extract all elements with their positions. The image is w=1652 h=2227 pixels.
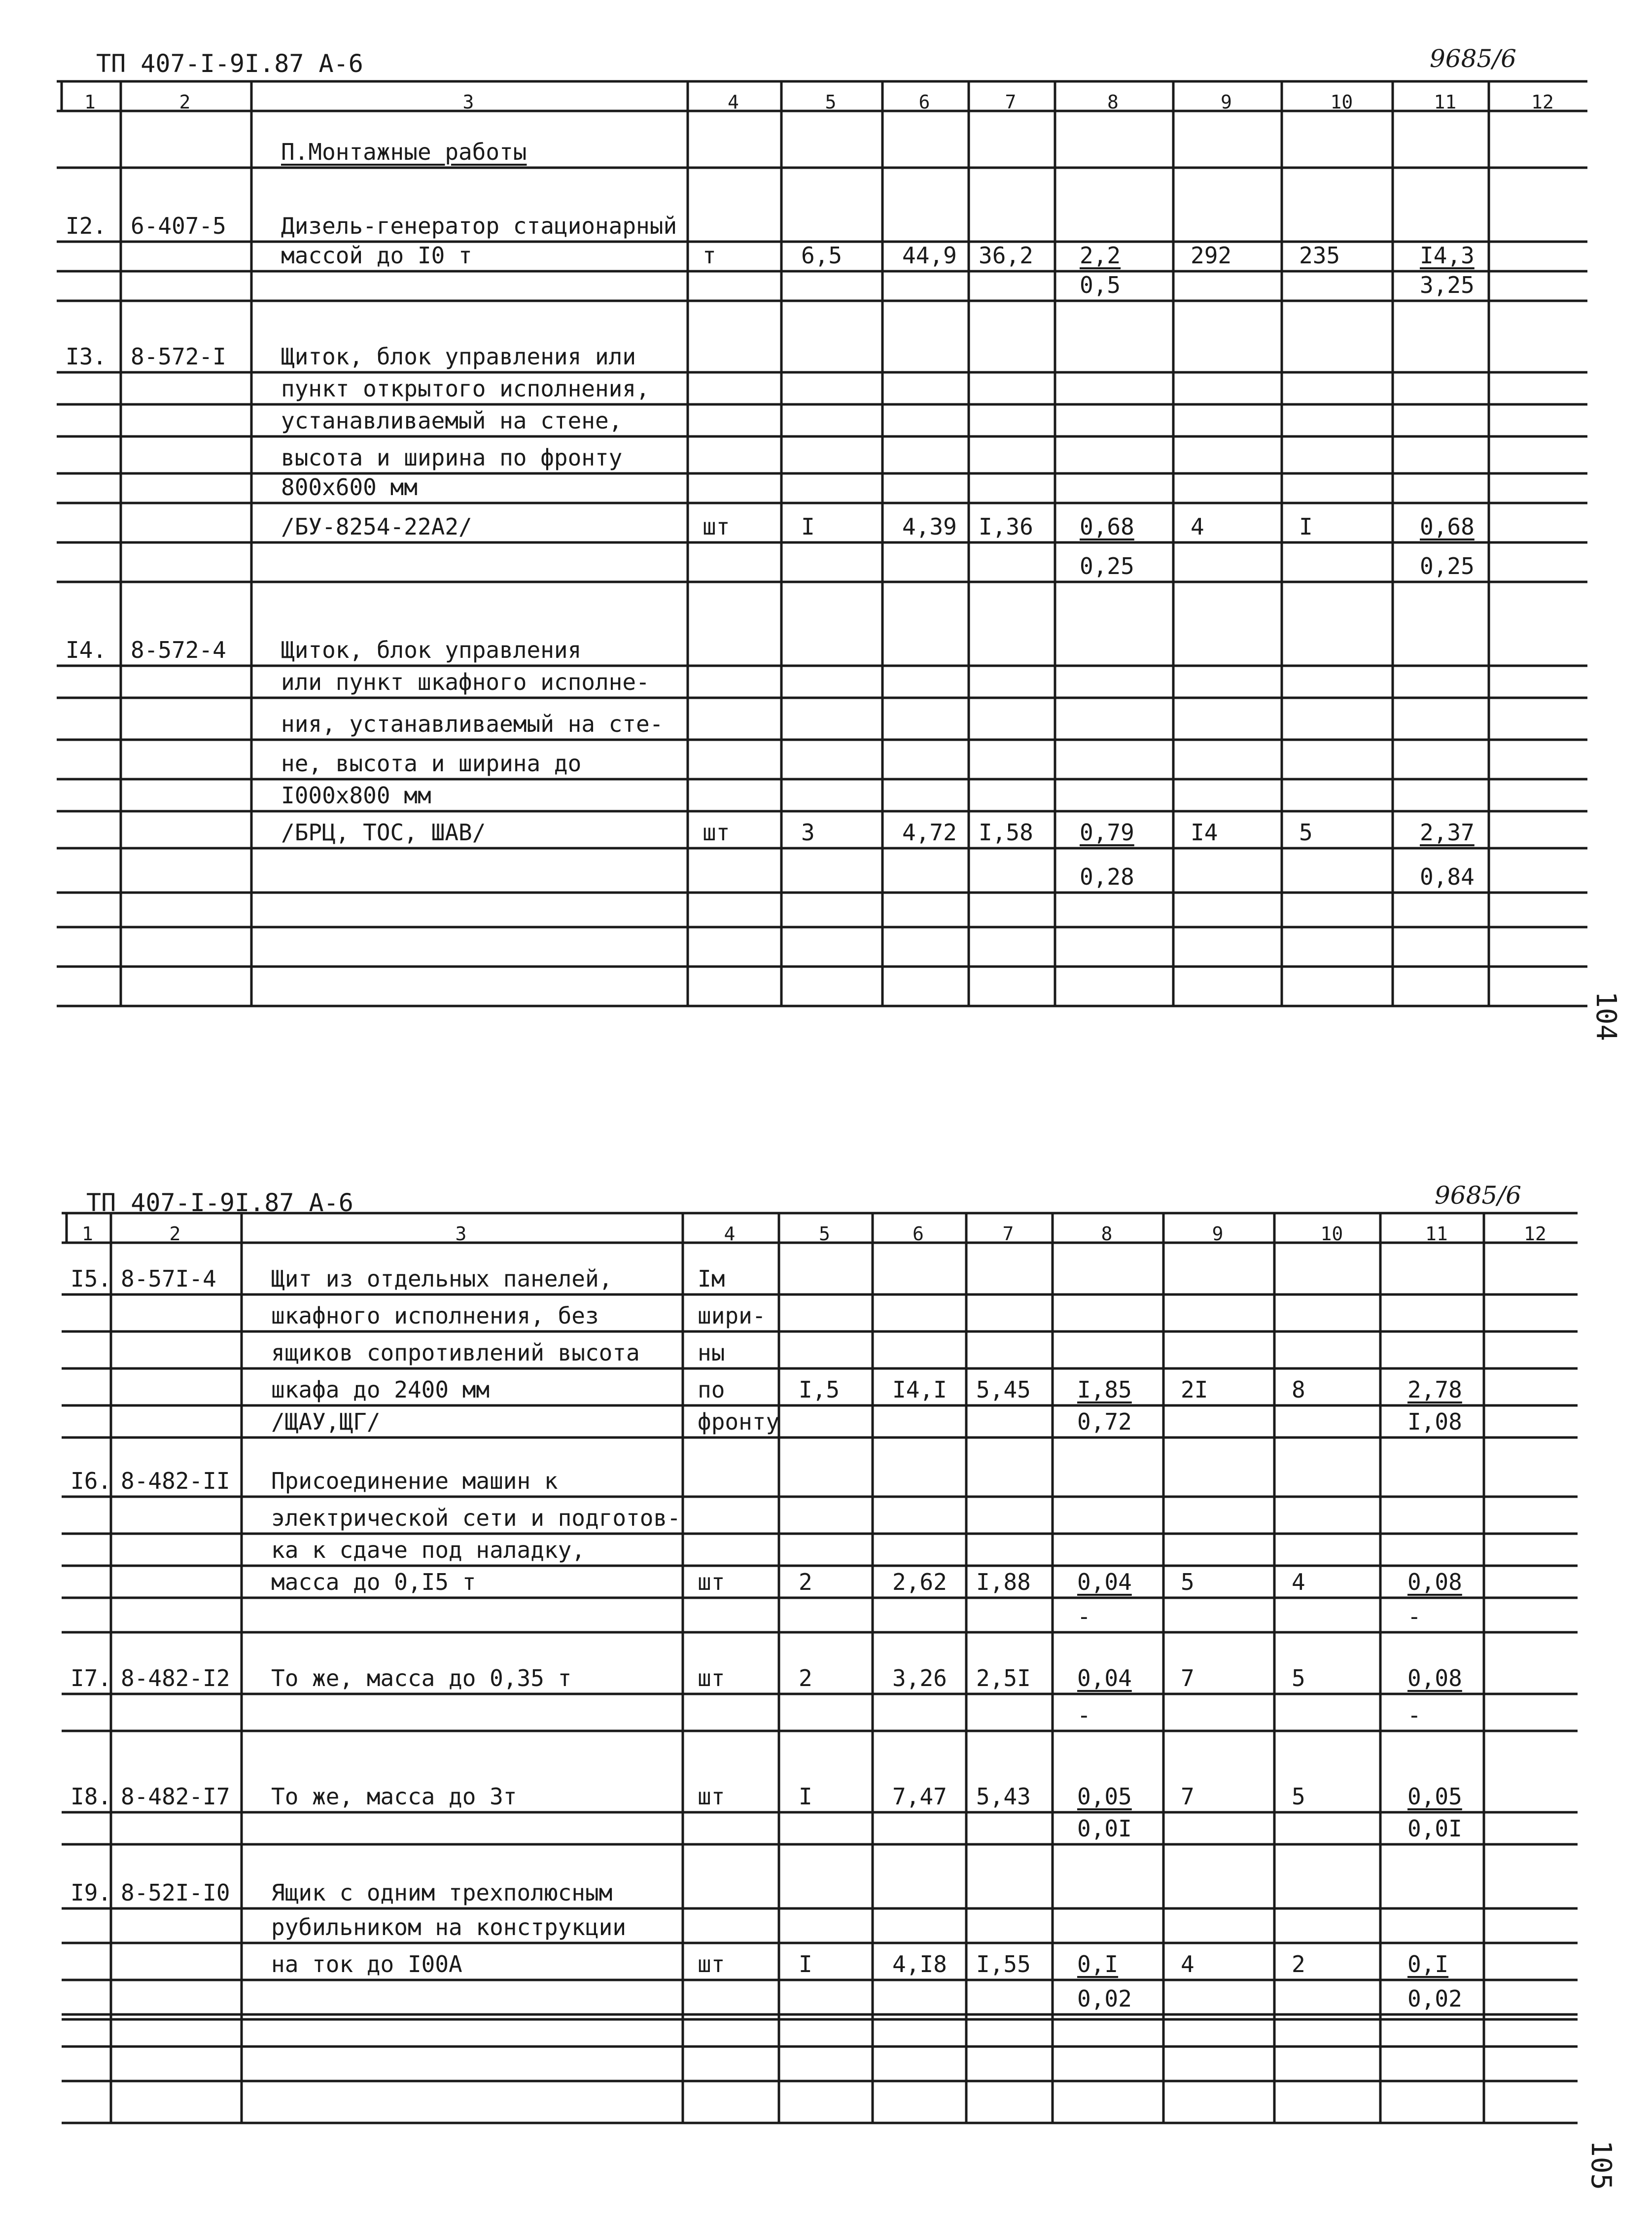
- table-cell-c8: I,85: [1077, 1376, 1132, 1403]
- table-cell-c11: 2,37: [1420, 819, 1475, 846]
- table-cell-c2: 8-482-I7: [121, 1783, 230, 1810]
- column-number: 2: [179, 91, 191, 113]
- table-cell-c4: шири-: [698, 1302, 766, 1329]
- table-cell-c7: I,88: [976, 1569, 1031, 1595]
- table-cell-c5: 2: [799, 1665, 812, 1691]
- column-number: 12: [1531, 91, 1554, 113]
- table-cell-c3: шкафного исполнения, без: [271, 1302, 599, 1329]
- table-cell-c2: 6-407-5: [131, 213, 226, 239]
- table-cell-c1: I6.: [70, 1468, 112, 1494]
- table-cell-c3: на ток до I00А: [271, 1951, 462, 1977]
- table-cell-c3: ка к сдаче под наладку,: [271, 1537, 585, 1563]
- table-cell-c11: I,08: [1407, 1408, 1462, 1435]
- table-cell-c10: 5: [1292, 1783, 1305, 1810]
- table-cell-c9: 4: [1181, 1951, 1195, 1977]
- table-grid: [0, 0, 1652, 1085]
- table-cell-c3: Щит из отдельных панелей,: [271, 1265, 613, 1292]
- table-cell-c1: I3.: [66, 343, 107, 370]
- table-cell-c4: ны: [698, 1339, 725, 1366]
- column-number: 6: [913, 1223, 924, 1245]
- column-number: 3: [455, 1223, 467, 1245]
- column-number: 4: [724, 1223, 736, 1245]
- table-cell-c8: 0,28: [1080, 863, 1134, 890]
- table-cell-c4: фронту: [698, 1408, 780, 1435]
- table-grid: [0, 1174, 1652, 2209]
- table-cell-c8: 0,I: [1077, 1951, 1119, 1977]
- table-cell-c7: I,36: [979, 513, 1033, 540]
- table-cell-c3: электрической сети и подготов-: [271, 1505, 681, 1531]
- table-cell-c5: I: [799, 1951, 812, 1977]
- table-cell-c2: 8-57I-4: [121, 1265, 216, 1292]
- table-cell-c5: I: [799, 1783, 812, 1810]
- table-cell-c4: т: [703, 242, 716, 269]
- table-cell-c9: 5: [1181, 1569, 1195, 1595]
- table-cell-c11: I4,3: [1420, 242, 1475, 269]
- column-number: 3: [462, 91, 474, 113]
- table-cell-c5: I: [801, 513, 815, 540]
- table-cell-c8: -: [1077, 1702, 1091, 1728]
- table-cell-c4: шт: [698, 1569, 725, 1595]
- table-cell-c1: I4.: [66, 637, 107, 663]
- table-cell-c3: не, высота и ширина до: [281, 750, 582, 777]
- column-number: 8: [1107, 91, 1119, 113]
- table-cell-c3: рубильником на конструкции: [271, 1914, 627, 1940]
- table-cell-c7: 5,43: [976, 1783, 1031, 1810]
- table-cell-c3: 800x600 мм: [281, 474, 418, 501]
- table-cell-c3: масса до 0,I5 т: [271, 1569, 476, 1595]
- table-cell-c8: 2,2: [1080, 242, 1121, 269]
- table-cell-c9: 4: [1191, 513, 1204, 540]
- column-number: 4: [728, 91, 739, 113]
- table-cell-c11: 0,05: [1407, 1783, 1462, 1810]
- column-number: 12: [1524, 1223, 1547, 1245]
- table-cell-c4: шт: [698, 1783, 725, 1810]
- table-cell-c11: 0,68: [1420, 513, 1475, 540]
- table-cell-c11: 0,0I: [1407, 1815, 1462, 1842]
- table-cell-c10: 4: [1292, 1569, 1305, 1595]
- table-cell-c8: 0,04: [1077, 1569, 1132, 1595]
- table-cell-c8: 0,72: [1077, 1408, 1132, 1435]
- table-cell-c9: I4: [1191, 819, 1218, 846]
- table-cell-c6: 4,72: [902, 819, 957, 846]
- table-cell-c3: шкафа до 2400 мм: [271, 1376, 490, 1403]
- page-number: 105: [1585, 2140, 1617, 2191]
- table-cell-c3: То же, масса до 0,35 т: [271, 1665, 572, 1691]
- table-cell-c7: I,55: [976, 1951, 1031, 1977]
- table-cell-c4: по: [698, 1376, 725, 1403]
- table-cell-c4: шт: [703, 513, 730, 540]
- table-cell-c3: То же, масса до 3т: [271, 1783, 517, 1810]
- sheet-code: 9685/6: [1430, 44, 1516, 73]
- table-cell-c3: I000x800 мм: [281, 782, 431, 809]
- table-cell-c3: /БРЦ, ТОС, ШАВ/: [281, 819, 486, 846]
- table-cell-c3: /ЩАУ,ЩГ/: [271, 1408, 381, 1435]
- table-cell-c11: 0,25: [1420, 553, 1475, 579]
- table-cell-c1: I8.: [70, 1783, 112, 1810]
- column-number: 9: [1212, 1223, 1224, 1245]
- table-cell-c7: 36,2: [979, 242, 1033, 269]
- table-cell-c11: 0,I: [1407, 1951, 1449, 1977]
- table-cell-c7: 5,45: [976, 1376, 1031, 1403]
- column-number: 10: [1330, 91, 1353, 113]
- table-cell-c6: 2,62: [892, 1569, 947, 1595]
- column-number: 7: [1005, 91, 1017, 113]
- table-cell-c9: 292: [1191, 242, 1232, 269]
- table-cell-c1: I7.: [70, 1665, 112, 1691]
- table-cell-c6: I4,I: [892, 1376, 947, 1403]
- column-number: 2: [169, 1223, 181, 1245]
- table-cell-c10: I: [1299, 513, 1313, 540]
- table-cell-c3: устанавливаемый на стене,: [281, 407, 623, 434]
- table-cell-c10: 5: [1292, 1665, 1305, 1691]
- table-cell-c8: 0,04: [1077, 1665, 1132, 1691]
- table-cell-c3: высота и ширина по фронту: [281, 444, 623, 471]
- table-cell-c4: Iм: [698, 1265, 725, 1292]
- table-cell-c11: 0,08: [1407, 1569, 1462, 1595]
- table-cell-c9: 7: [1181, 1783, 1195, 1810]
- table-cell-c6: 44,9: [902, 242, 957, 269]
- table-cell-c11: 0,08: [1407, 1665, 1462, 1691]
- table-cell-c3: /БУ-8254-22А2/: [281, 513, 472, 540]
- column-number: 11: [1434, 91, 1457, 113]
- table-cell-c3: Ящик с одним трехполюсным: [271, 1879, 613, 1906]
- table-cell-c5: 6,5: [801, 242, 843, 269]
- table-cell-c9: 2I: [1181, 1376, 1208, 1403]
- table-cell-c8: 0,05: [1077, 1783, 1132, 1810]
- column-number: 10: [1320, 1223, 1343, 1245]
- table-cell-c8: 0,02: [1077, 1985, 1132, 2012]
- column-number: 11: [1425, 1223, 1448, 1245]
- sheet-header: ТП 407-I-9I.87 А-6: [96, 49, 363, 78]
- table-cell-c2: 8-572-I: [131, 343, 226, 370]
- table-cell-c4: шт: [698, 1665, 725, 1691]
- column-number: 7: [1002, 1223, 1014, 1245]
- table-cell-c3: Присоединение машин к: [271, 1468, 558, 1494]
- table-cell-c6: 4,39: [902, 513, 957, 540]
- table-cell-c1: I2.: [66, 213, 107, 239]
- table-cell-c11: -: [1407, 1702, 1421, 1728]
- table-cell-c8: -: [1077, 1603, 1091, 1630]
- table-cell-c11: -: [1407, 1603, 1421, 1630]
- table-cell-c10: 5: [1299, 819, 1313, 846]
- table-cell-c11: 2,78: [1407, 1376, 1462, 1403]
- table-cell-c10: 2: [1292, 1951, 1305, 1977]
- column-number: 5: [825, 91, 837, 113]
- table-cell-c2: 8-482-I2: [121, 1665, 230, 1691]
- sheet-header: ТП 407-I-9I.87 А-6: [86, 1188, 353, 1217]
- column-number: 6: [918, 91, 930, 113]
- table-cell-c5: 3: [801, 819, 815, 846]
- table-cell-c4: шт: [703, 819, 730, 846]
- table-cell-c8: 0,79: [1080, 819, 1134, 846]
- table-cell-c11: 0,84: [1420, 863, 1475, 890]
- table-cell-c8: 0,5: [1080, 272, 1121, 298]
- table-cell-c10: 8: [1292, 1376, 1305, 1403]
- table-cell-c8: 0,0I: [1077, 1815, 1132, 1842]
- table-cell-c1: I9.: [70, 1879, 112, 1906]
- table-cell-c6: 3,26: [892, 1665, 947, 1691]
- table-cell-c4: шт: [698, 1951, 725, 1977]
- sheet-code: 9685/6: [1435, 1181, 1521, 1210]
- table-cell-c2: 8-482-II: [121, 1468, 230, 1494]
- table-cell-c9: 7: [1181, 1665, 1195, 1691]
- table-cell-c3: Щиток, блок управления или: [281, 343, 636, 370]
- table-cell-c5: 2: [799, 1569, 812, 1595]
- table-cell-c6: 4,I8: [892, 1951, 947, 1977]
- table-cell-c3: массой до I0 т: [281, 242, 472, 269]
- table-cell-c7: I,58: [979, 819, 1033, 846]
- column-number: 8: [1101, 1223, 1113, 1245]
- table-cell-c3: пункт открытого исполнения,: [281, 375, 650, 402]
- table-cell-c1: I5.: [70, 1265, 112, 1292]
- column-number: 1: [82, 1223, 93, 1245]
- column-number: 5: [819, 1223, 830, 1245]
- table-cell-c7: 2,5I: [976, 1665, 1031, 1691]
- table-cell-c10: 235: [1299, 242, 1340, 269]
- table-cell-c11: 3,25: [1420, 272, 1475, 298]
- table-cell-c8: 0,68: [1080, 513, 1134, 540]
- table-cell-c8: 0,25: [1080, 553, 1134, 579]
- table-cell-c6: 7,47: [892, 1783, 947, 1810]
- column-number: 9: [1221, 91, 1232, 113]
- table-cell-c3: или пункт шкафного исполне-: [281, 669, 650, 695]
- table-cell-c5: I,5: [799, 1376, 840, 1403]
- table-cell-c2: 8-52I-I0: [121, 1879, 230, 1906]
- page-number: 104: [1590, 991, 1622, 1042]
- table-cell-c3: Щиток, блок управления: [281, 637, 582, 663]
- table-cell-c3: П.Монтажные работы: [281, 139, 527, 165]
- table-cell-c3: Дизель-генератор стационарный: [281, 213, 677, 239]
- table-cell-c3: ящиков сопротивлений высота: [271, 1339, 640, 1366]
- table-cell-c11: 0,02: [1407, 1985, 1462, 2012]
- column-number: 1: [84, 91, 96, 113]
- table-cell-c3: ния, устанавливаемый на сте-: [281, 711, 664, 737]
- table-cell-c2: 8-572-4: [131, 637, 226, 663]
